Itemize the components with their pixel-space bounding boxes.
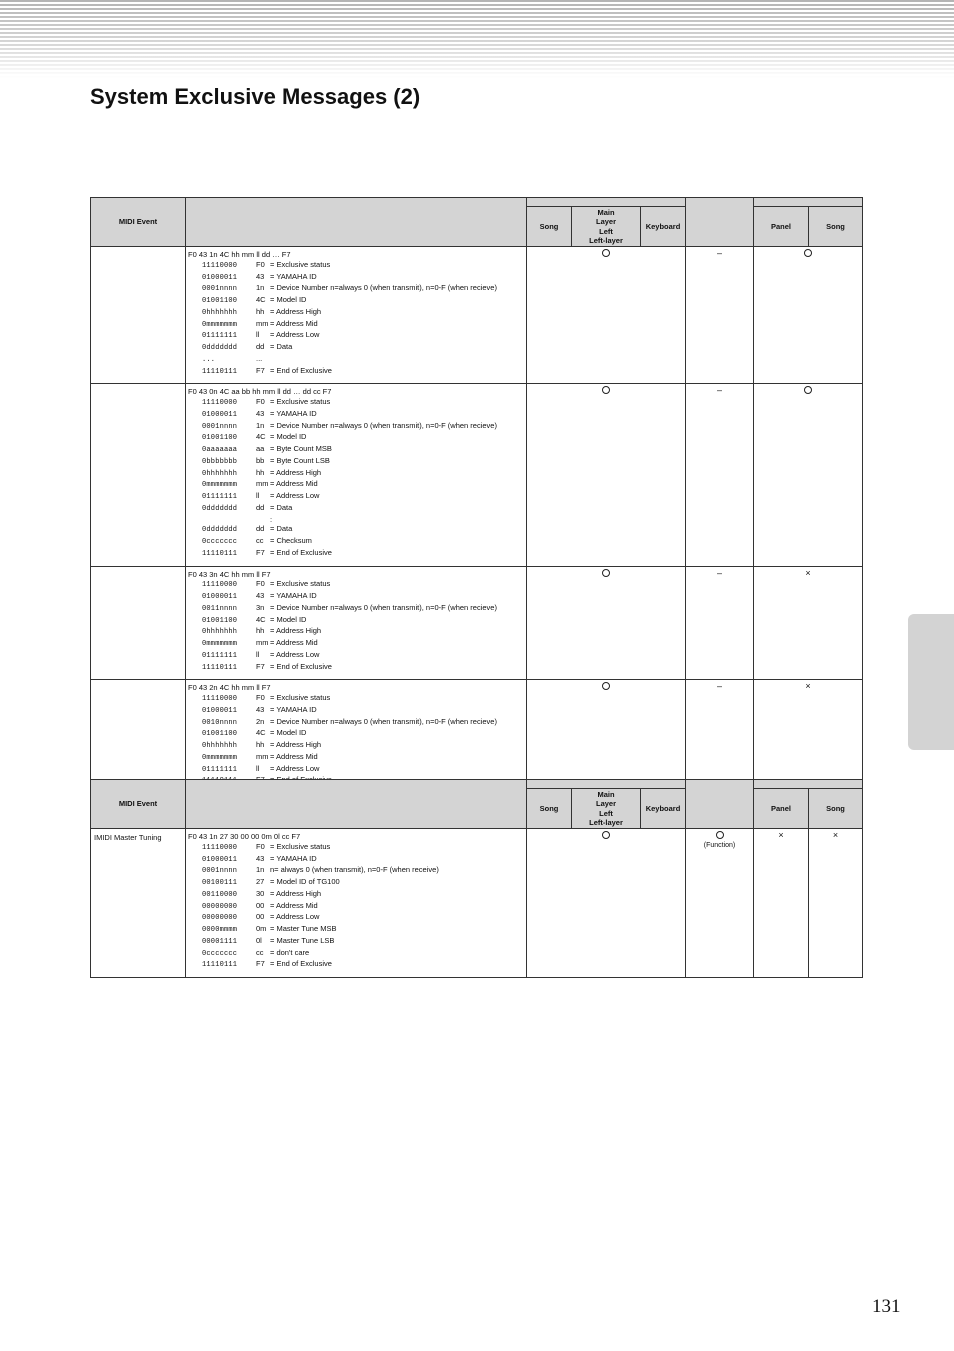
- support-cell: [754, 247, 863, 384]
- byte-bits: 11110000: [202, 399, 238, 407]
- byte-line: [188, 912, 526, 924]
- byte-bits: 0mmmmmmm: [202, 753, 238, 762]
- byte-desc: = Byte Count MSB: [270, 444, 332, 453]
- header-panel: Panel: [754, 207, 809, 247]
- header-data: [186, 198, 527, 247]
- header-midi-event: MIDI Event: [91, 198, 186, 247]
- support-cell: [686, 829, 754, 978]
- byte-bits: 01001100: [202, 616, 238, 625]
- message-data-cell: [186, 829, 527, 978]
- byte-line: [188, 752, 526, 764]
- byte-line: [188, 515, 526, 525]
- byte-bits: 11110111: [202, 961, 238, 970]
- byte-bits: 01000011: [202, 855, 238, 864]
- side-tab: [908, 614, 954, 750]
- byte-desc: = Address Low: [270, 491, 320, 500]
- table-row: [91, 384, 863, 566]
- byte-bits: 11110000: [202, 261, 238, 270]
- byte-bits: 0010nnnn: [202, 718, 238, 727]
- byte-line: [188, 901, 526, 913]
- byte-code: 4C: [256, 295, 266, 304]
- byte-line: [188, 842, 526, 854]
- header-layer: Layer: [595, 799, 616, 809]
- byte-code: mm: [256, 751, 269, 761]
- byte-desc: = Device Number n=always 0 (when transmit), n=0-F (when recieve): [270, 602, 497, 612]
- byte-desc: = YAMAHA ID: [270, 704, 317, 714]
- header-song: Song: [527, 789, 572, 829]
- table-row: [91, 829, 863, 978]
- byte-bits: 0mmmmmmm: [202, 481, 238, 490]
- byte-bits: 0ddddddd: [202, 526, 238, 535]
- byte-desc: = Model ID of TG100: [270, 877, 340, 886]
- byte-code: F7: [256, 959, 265, 969]
- byte-bits: 0hhhhhhh: [202, 628, 238, 637]
- byte-line: [188, 705, 526, 717]
- byte-desc: = Address Low: [270, 763, 320, 773]
- header-keyboard: Keyboard: [641, 789, 686, 829]
- circle-mark-icon: [602, 569, 610, 577]
- support-cell: [527, 829, 686, 978]
- byte-line: [188, 479, 526, 491]
- byte-code: hh: [256, 740, 265, 749]
- byte-desc: :: [270, 514, 273, 524]
- sysex-table-2: [90, 779, 863, 978]
- byte-code: 3n: [256, 602, 265, 612]
- byte-bits: 00000000: [202, 902, 238, 911]
- byte-desc: = Byte Count LSB: [270, 455, 330, 465]
- byte-code: 00: [256, 912, 265, 922]
- byte-code: ll: [256, 763, 260, 773]
- message-data-cell: [186, 384, 527, 566]
- header-left-layer: Left-layer: [589, 817, 623, 827]
- byte-bits: 00100111: [202, 879, 238, 887]
- byte-line: [188, 603, 526, 615]
- cross-mark-icon: ×: [778, 830, 784, 840]
- byte-bits: 00001111: [202, 937, 238, 946]
- circle-mark-icon: [804, 249, 812, 257]
- byte-bits: 0hhhhhhh: [202, 742, 238, 750]
- byte-desc: = Device Number n=always 0 (when transmit), n=0-F (when recieve): [270, 283, 497, 293]
- byte-desc: = Data: [270, 524, 293, 534]
- byte-bits: 01111111: [202, 332, 238, 341]
- support-cell: [754, 384, 863, 566]
- byte-desc: = End of Exclusive: [270, 959, 332, 969]
- byte-line: [188, 536, 526, 548]
- byte-bits: 01001100: [202, 434, 238, 443]
- byte-desc: = Address High: [270, 888, 322, 898]
- byte-desc: = Address Mid: [270, 638, 318, 647]
- byte-code: dd: [256, 524, 265, 534]
- byte-code: dd: [256, 342, 265, 351]
- byte-line: [188, 421, 526, 433]
- header-stripes: [0, 0, 954, 78]
- byte-code: 43: [256, 271, 265, 281]
- byte-line: [188, 740, 526, 752]
- byte-bits: 0ddddddd: [202, 344, 238, 352]
- byte-line: [188, 579, 526, 591]
- byte-desc: = End of Exclusive: [270, 661, 332, 671]
- byte-bits: 01111111: [202, 651, 238, 660]
- byte-desc: n= always 0 (when transmit), n=0-F (when receive): [270, 865, 439, 875]
- message-format: F0 43 3n 4C hh mm ll F7: [188, 569, 271, 579]
- byte-code: F7: [256, 547, 265, 557]
- byte-desc: = Master Tune MSB: [270, 924, 337, 933]
- circle-mark-icon: [602, 386, 610, 394]
- byte-bits: 01111111: [202, 765, 238, 774]
- header-group-1: [527, 780, 686, 789]
- byte-line: [188, 468, 526, 480]
- byte-desc: = Exclusive status: [270, 841, 331, 851]
- byte-line: [188, 662, 526, 674]
- byte-desc: = Model ID: [270, 614, 307, 624]
- byte-line: [188, 354, 526, 366]
- byte-bits: 0hhhhhhh: [202, 469, 238, 478]
- byte-code: dd: [256, 502, 265, 512]
- byte-line: [188, 330, 526, 342]
- byte-bits: 0bbbbbbb: [202, 457, 238, 466]
- circle-mark-icon: [602, 249, 610, 257]
- byte-bits: 0mmmmmmm: [202, 640, 238, 648]
- byte-desc: = Data: [270, 502, 293, 512]
- header-keyboard: Keyboard: [641, 207, 686, 247]
- header-group-2: [754, 198, 863, 207]
- support-cell: [809, 829, 863, 978]
- byte-code: ll: [256, 649, 260, 659]
- byte-code: 1n: [256, 420, 265, 430]
- byte-desc: = Address Low: [270, 649, 320, 659]
- byte-desc: = Address High: [270, 626, 322, 636]
- byte-code: F7: [256, 661, 265, 671]
- byte-bits: 01000011: [202, 706, 238, 715]
- byte-desc: = Checksum: [270, 536, 312, 545]
- byte-desc: = Address High: [270, 306, 322, 316]
- header-col-6: [686, 780, 754, 829]
- byte-code: hh: [256, 306, 265, 316]
- header-left: Left: [599, 226, 613, 236]
- byte-desc: = Address High: [270, 740, 322, 749]
- dash-mark-icon: –: [716, 248, 722, 258]
- byte-bits: 11110111: [202, 663, 238, 672]
- header-main: Main: [597, 789, 615, 799]
- byte-desc: = End of Exclusive: [270, 547, 332, 557]
- byte-code: F0: [256, 579, 265, 589]
- header-left: Left: [599, 808, 613, 818]
- byte-line: [188, 877, 526, 889]
- byte-code: ll: [256, 330, 260, 340]
- byte-code: F7: [256, 365, 265, 375]
- byte-desc: = YAMAHA ID: [270, 853, 317, 863]
- byte-desc: = Model ID: [270, 295, 307, 304]
- support-cell: [754, 566, 863, 680]
- byte-code: 30: [256, 888, 265, 898]
- byte-line: [188, 693, 526, 705]
- page-number: 131: [872, 1296, 901, 1317]
- byte-desc: = YAMAHA ID: [270, 271, 317, 281]
- message-format: F0 43 1n 27 30 00 00 0m 0l cc F7: [188, 832, 301, 841]
- midi-event-cell: [91, 566, 186, 680]
- header-song-2: Song: [809, 207, 863, 247]
- byte-desc: = Model ID: [270, 432, 307, 442]
- circle-mark-icon: [602, 682, 610, 690]
- byte-desc: = Model ID: [270, 728, 307, 738]
- byte-code: F0: [256, 841, 265, 851]
- byte-code: F0: [256, 259, 265, 269]
- byte-desc: = Exclusive status: [270, 397, 331, 406]
- byte-code: hh: [256, 626, 265, 636]
- byte-code: F0: [256, 397, 265, 406]
- byte-bits: 0ccccccc: [202, 949, 238, 958]
- byte-code: 4C: [256, 614, 266, 624]
- byte-line: [188, 319, 526, 331]
- page-title: System Exclusive Messages (2): [90, 84, 421, 109]
- byte-line: [188, 650, 526, 662]
- byte-code: ll: [256, 491, 260, 500]
- byte-line: [188, 444, 526, 456]
- byte-desc: = Data: [270, 342, 293, 351]
- byte-bits: 0hhhhhhh: [202, 308, 238, 317]
- byte-bits: 11110111: [202, 367, 238, 376]
- byte-bits: 01000011: [202, 593, 238, 601]
- cross-mark-icon: ×: [805, 567, 811, 578]
- byte-code: 00: [256, 900, 265, 910]
- message-format: F0 43 0n 4C aa bb hh mm ll dd … dd cc F7: [188, 387, 332, 397]
- byte-desc: = Address Mid: [270, 900, 318, 910]
- byte-code: 1n: [256, 283, 265, 293]
- byte-desc: = End of Exclusive: [270, 365, 332, 375]
- byte-bits: 0mmmmmmm: [202, 320, 238, 329]
- midi-event-cell: [91, 247, 186, 384]
- byte-code: 0m: [256, 924, 267, 933]
- byte-line: [188, 409, 526, 421]
- support-cell: [686, 680, 754, 794]
- byte-bits: 11110000: [202, 843, 238, 852]
- byte-line: [188, 626, 526, 638]
- byte-line: [188, 924, 526, 936]
- byte-code: 43: [256, 704, 265, 714]
- byte-line: [188, 764, 526, 776]
- message-data-cell: [186, 680, 527, 794]
- byte-line: [188, 728, 526, 740]
- byte-desc: = Address Low: [270, 330, 320, 340]
- byte-line: [188, 397, 526, 409]
- byte-line: [188, 366, 526, 378]
- midi-event-cell: [91, 680, 186, 794]
- byte-bits: 01001100: [202, 730, 238, 739]
- byte-line: [188, 491, 526, 503]
- table-row: [91, 680, 863, 794]
- byte-line: [188, 295, 526, 307]
- byte-line: [188, 948, 526, 960]
- byte-code: mm: [256, 479, 269, 489]
- circle-mark-icon: [602, 831, 610, 839]
- byte-line: [188, 717, 526, 729]
- byte-code: 4C: [256, 432, 266, 442]
- byte-bits: 0000mmmm: [202, 926, 238, 934]
- byte-desc: = Address Low: [270, 912, 320, 922]
- byte-bits: 00000000: [202, 914, 238, 923]
- header-main-layer: [572, 789, 641, 829]
- byte-desc: = Address High: [270, 467, 322, 477]
- table-row: [91, 247, 863, 384]
- byte-code: 1n: [256, 865, 265, 875]
- byte-bits: 00110000: [202, 890, 238, 899]
- header-col-6: [686, 198, 754, 247]
- header-group-2: [754, 780, 863, 789]
- byte-line: [188, 638, 526, 650]
- byte-code: bb: [256, 455, 265, 465]
- byte-code: mm: [256, 638, 269, 647]
- byte-line: [188, 503, 526, 515]
- byte-desc: = Exclusive status: [270, 259, 331, 269]
- byte-line: [188, 936, 526, 948]
- byte-bits: 01000011: [202, 273, 238, 282]
- support-cell: [527, 566, 686, 680]
- header-left-layer: Left-layer: [589, 235, 623, 245]
- byte-code: 43: [256, 408, 265, 418]
- message-format: F0 43 2n 4C hh mm ll F7: [188, 683, 271, 693]
- support-cell: [527, 247, 686, 384]
- byte-bits: ...: [202, 355, 216, 364]
- dash-mark-icon: –: [716, 385, 722, 396]
- support-cell: [686, 384, 754, 566]
- byte-code: 4C: [256, 728, 266, 738]
- byte-bits: 01111111: [202, 493, 238, 501]
- support-cell: [527, 680, 686, 794]
- byte-code: F0: [256, 693, 265, 702]
- circle-mark-icon: [716, 831, 724, 839]
- byte-code: ...: [256, 353, 263, 363]
- byte-line: [188, 432, 526, 444]
- byte-line: [188, 524, 526, 536]
- header-layer: Layer: [595, 217, 616, 227]
- byte-code: 2n: [256, 716, 265, 726]
- message-data-cell: [186, 566, 527, 680]
- byte-line: [188, 283, 526, 295]
- byte-bits: 0aaaaaaa: [202, 446, 238, 454]
- sysex-table-1: [90, 197, 863, 794]
- header-midi-event: MIDI Event: [91, 780, 186, 829]
- byte-code: hh: [256, 467, 265, 477]
- byte-line: [188, 591, 526, 603]
- byte-code: 43: [256, 853, 265, 863]
- byte-line: [188, 548, 526, 560]
- byte-desc: = Exclusive status: [270, 693, 331, 702]
- byte-line: [188, 889, 526, 901]
- byte-desc: = Master Tune LSB: [270, 935, 335, 945]
- message-data-cell: [186, 247, 527, 384]
- header-song: Song: [527, 207, 572, 247]
- byte-desc: = Exclusive status: [270, 579, 331, 589]
- mark-note: (Function): [703, 842, 736, 849]
- byte-bits: 0011nnnn: [202, 604, 238, 613]
- byte-code: aa: [256, 444, 265, 453]
- byte-bits: 01000011: [202, 410, 238, 419]
- header-data: [186, 780, 527, 829]
- byte-desc: = don't care: [270, 947, 310, 957]
- byte-desc: = YAMAHA ID: [270, 591, 317, 600]
- header-panel: Panel: [754, 789, 809, 829]
- header-group-1: [527, 198, 686, 207]
- byte-code: cc: [256, 536, 264, 545]
- support-cell: [527, 384, 686, 566]
- byte-desc: = YAMAHA ID: [270, 408, 317, 418]
- byte-bits: 11110111: [202, 549, 238, 558]
- midi-event-cell: [91, 384, 186, 566]
- byte-bits: 0001nnnn: [202, 422, 238, 431]
- byte-desc: = Address Mid: [270, 751, 318, 761]
- cross-mark-icon: ×: [805, 681, 811, 692]
- byte-code: 0l: [256, 935, 262, 945]
- dash-mark-icon: –: [716, 567, 722, 578]
- byte-line: [188, 260, 526, 272]
- header-main: Main: [597, 207, 615, 217]
- byte-line: [188, 272, 526, 284]
- support-cell: [686, 566, 754, 680]
- byte-line: [188, 865, 526, 877]
- byte-desc: = Address Mid: [270, 479, 318, 489]
- byte-code: 43: [256, 591, 265, 600]
- byte-desc: = Device Number n=always 0 (when transmit), n=0-F (when recieve): [270, 420, 497, 430]
- byte-line: [188, 615, 526, 627]
- midi-event-cell: IMIDI Master Tuning: [91, 829, 186, 978]
- support-cell: [686, 247, 754, 384]
- message-format: F0 43 1n 4C hh mm ll dd … F7: [188, 250, 291, 259]
- byte-code: mm: [256, 318, 269, 328]
- byte-code: cc: [256, 947, 264, 957]
- header-main-layer: [572, 207, 641, 247]
- header-song-2: Song: [809, 789, 863, 829]
- byte-line: [188, 307, 526, 319]
- byte-line: [188, 959, 526, 971]
- byte-code: 27: [256, 877, 265, 886]
- support-cell: [754, 680, 863, 794]
- byte-line: [188, 456, 526, 468]
- cross-mark-icon: ×: [832, 830, 839, 840]
- byte-bits: 01001100: [202, 297, 238, 305]
- byte-desc: = Address Mid: [270, 318, 318, 328]
- byte-line: [188, 854, 526, 866]
- byte-bits: 11110000: [202, 695, 238, 703]
- table-row: [91, 566, 863, 680]
- byte-bits: 0ddddddd: [202, 504, 238, 513]
- byte-desc: = Device Number n=always 0 (when transmit), n=0-F (when recieve): [270, 716, 497, 726]
- support-cell: [754, 829, 809, 978]
- byte-bits: 0001nnnn: [202, 285, 238, 294]
- dash-mark-icon: –: [716, 681, 722, 692]
- byte-bits: 11110000: [202, 581, 238, 590]
- byte-bits: 0001nnnn: [202, 867, 238, 876]
- circle-mark-icon: [804, 386, 812, 394]
- byte-line: [188, 342, 526, 354]
- byte-bits: 0ccccccc: [202, 538, 238, 546]
